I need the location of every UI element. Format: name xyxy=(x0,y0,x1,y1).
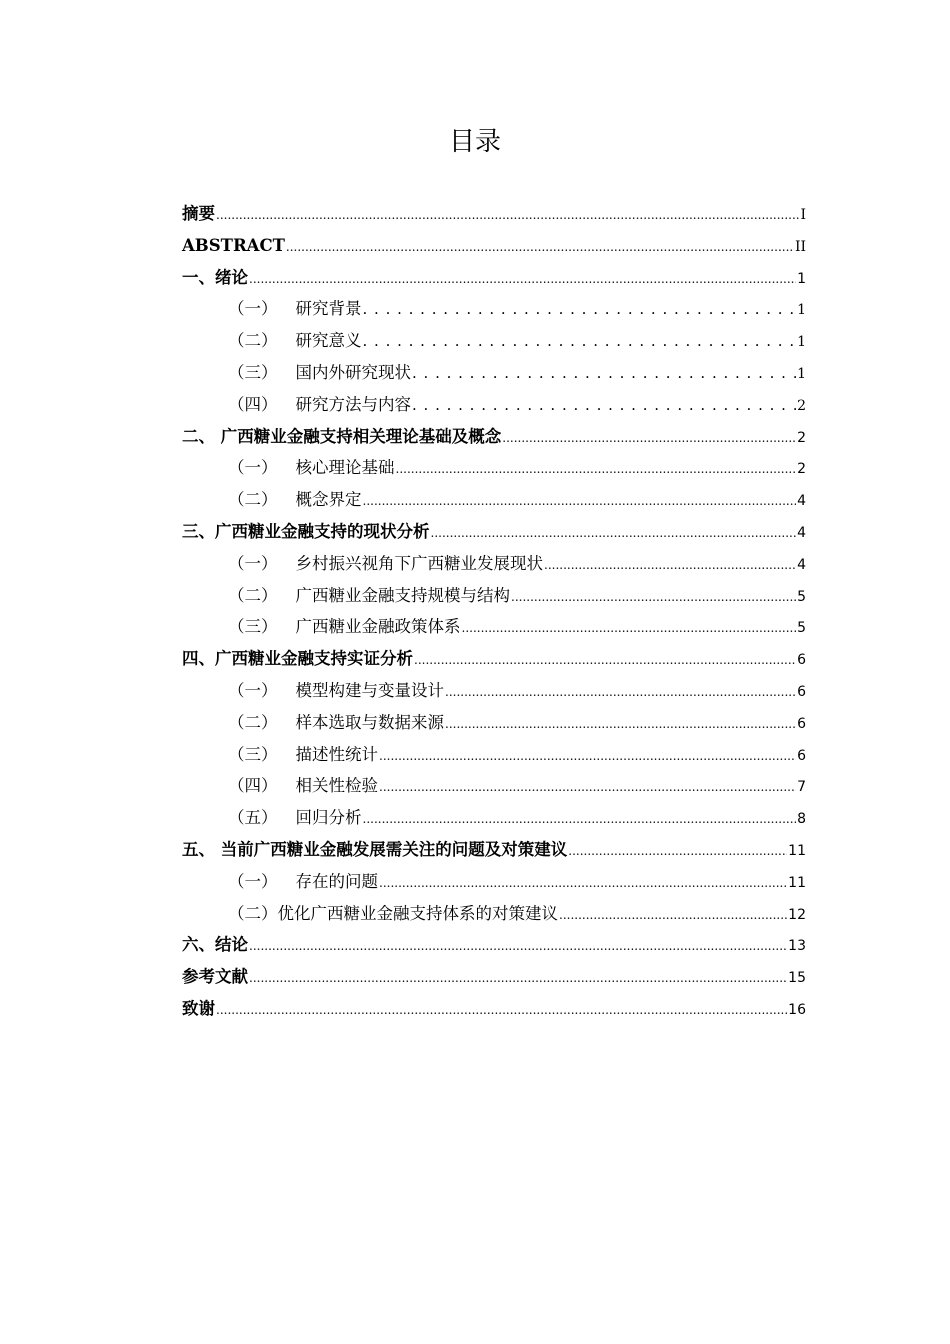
toc-entry-label: 乡村振兴视角下广西糖业发展现状 xyxy=(295,553,543,573)
dot-leader xyxy=(363,802,797,836)
toc-entry-page: 11 xyxy=(788,842,806,859)
toc-entry[interactable] xyxy=(182,421,806,453)
dot-leader xyxy=(249,961,787,995)
toc-entry-number: （一） xyxy=(228,553,278,573)
dot-leader xyxy=(379,770,796,804)
toc-entry-label: 模型构建与变量设计 xyxy=(295,680,444,700)
toc-entry-page: 11 xyxy=(788,874,806,891)
toc-entry-page: 6 xyxy=(797,652,806,669)
dot-leader xyxy=(249,262,796,296)
toc-entry-page: 2 xyxy=(797,397,806,414)
toc-entry-label: 致谢 xyxy=(182,998,215,1018)
toc-entry[interactable] xyxy=(182,484,806,516)
toc-entry-page: 2 xyxy=(797,461,806,478)
toc-entry-label: 五、 当前广西糖业金融发展需关注的问题及对策建议 xyxy=(182,839,568,859)
toc-entry-page: 5 xyxy=(797,588,806,605)
table-of-contents xyxy=(182,198,806,1025)
toc-entry-number: （四） xyxy=(228,394,278,414)
dot-leader xyxy=(412,357,796,390)
toc-entry-page: 1 xyxy=(797,270,806,287)
toc-entry[interactable] xyxy=(182,548,806,580)
toc-entry-number: （三） xyxy=(228,362,278,382)
toc-entry[interactable] xyxy=(182,198,806,230)
toc-entry-page: 6 xyxy=(797,683,806,700)
dot-leader xyxy=(414,643,796,677)
toc-entry[interactable] xyxy=(182,293,806,325)
toc-entry[interactable] xyxy=(182,961,806,993)
toc-entry-number: （二） xyxy=(228,585,278,605)
toc-entry-page: II xyxy=(794,238,806,255)
toc-entry-page: 4 xyxy=(797,493,806,510)
toc-entry-label: 广西糖业金融支持规模与结构 xyxy=(295,585,510,605)
toc-entry[interactable] xyxy=(182,452,806,484)
toc-entry-label: 一、绪论 xyxy=(182,267,248,287)
toc-entry[interactable] xyxy=(182,611,806,643)
dot-leader xyxy=(379,739,796,773)
toc-entry-label: 六、结论 xyxy=(182,935,248,955)
toc-entry-number: （一） xyxy=(228,458,278,478)
toc-entry[interactable] xyxy=(182,993,806,1025)
dot-leader xyxy=(363,325,797,358)
toc-entry[interactable] xyxy=(182,898,806,930)
toc-entry-label: 核心理论基础 xyxy=(295,458,395,478)
toc-entry-page: 16 xyxy=(788,1001,806,1018)
toc-entry-label: 相关性检验 xyxy=(295,776,378,796)
toc-entry[interactable] xyxy=(182,262,806,294)
toc-entry-page: I xyxy=(800,207,806,223)
dot-leader xyxy=(379,866,787,900)
toc-entry-number: （五） xyxy=(228,808,278,828)
dot-leader xyxy=(559,898,787,932)
toc-entry-number: （三） xyxy=(228,617,278,637)
toc-entry[interactable] xyxy=(182,325,806,357)
dot-leader xyxy=(511,580,796,614)
toc-entry-number: （一） xyxy=(228,680,278,700)
toc-entry[interactable] xyxy=(182,643,806,675)
toc-entry-page: 12 xyxy=(788,906,806,923)
toc-entry-page: 6 xyxy=(797,747,806,764)
toc-entry[interactable] xyxy=(182,707,806,739)
toc-entry-label: 摘要 xyxy=(182,204,215,223)
toc-entry[interactable] xyxy=(182,834,806,866)
toc-entry[interactable] xyxy=(182,357,806,389)
toc-entry-label: 描述性统计 xyxy=(295,744,378,764)
toc-entry-page: 1 xyxy=(797,302,806,319)
toc-entry[interactable] xyxy=(182,866,806,898)
toc-entry-label: 回归分析 xyxy=(295,808,362,828)
dot-leader xyxy=(286,230,794,264)
toc-entry-label: 三、广西糖业金融支持的现状分析 xyxy=(182,521,430,541)
toc-entry-page: 6 xyxy=(797,715,806,732)
toc-entry-label: 研究意义 xyxy=(295,331,362,351)
toc-entry-label: 二、 广西糖业金融支持相关理论基础及概念 xyxy=(182,426,502,446)
dot-leader xyxy=(502,421,796,455)
toc-entry-page: 4 xyxy=(797,524,806,541)
toc-entry[interactable] xyxy=(182,580,806,612)
toc-entry-page: 13 xyxy=(788,938,806,955)
dot-leader xyxy=(216,993,787,1027)
toc-entry-label: 四、广西糖业金融支持实证分析 xyxy=(182,649,413,669)
toc-entry-label: 概念界定 xyxy=(295,490,362,510)
dot-leader xyxy=(462,611,797,645)
toc-entry-number: （二） xyxy=(228,490,278,510)
toc-entry-label: 研究方法与内容 xyxy=(295,394,411,414)
dot-leader xyxy=(363,293,797,326)
page-title: 目录 xyxy=(448,127,501,157)
dot-leader xyxy=(216,198,799,232)
toc-entry[interactable] xyxy=(182,929,806,961)
dot-leader xyxy=(249,929,787,963)
toc-entry[interactable] xyxy=(182,516,806,548)
toc-entry-page: 8 xyxy=(797,811,806,828)
dot-leader xyxy=(568,834,787,868)
toc-entry[interactable] xyxy=(182,770,806,802)
dot-leader xyxy=(363,484,797,518)
dot-leader xyxy=(445,707,796,741)
toc-entry-number: （二） xyxy=(228,712,278,732)
toc-entry-label: ABSTRACT xyxy=(182,235,285,255)
toc-entry-label: 参考文献 xyxy=(182,967,248,987)
toc-entry[interactable] xyxy=(182,230,806,262)
toc-entry-number: （三） xyxy=(228,744,278,764)
toc-entry[interactable] xyxy=(182,802,806,834)
toc-entry-page: 4 xyxy=(797,556,806,573)
toc-entry-label: 国内外研究现状 xyxy=(295,362,411,382)
toc-entry-number: （一） xyxy=(228,871,278,891)
toc-entry-number: （四） xyxy=(228,776,278,796)
toc-entry-page: 2 xyxy=(797,429,806,446)
toc-entry-page: 1 xyxy=(797,365,806,382)
toc-entry-page: 5 xyxy=(797,620,806,637)
dot-leader xyxy=(445,675,796,709)
toc-entry[interactable] xyxy=(182,675,806,707)
toc-entry-label: 研究背景 xyxy=(295,299,362,319)
toc-entry-label: （二）优化广西糖业金融支持体系的对策建议 xyxy=(228,903,558,923)
toc-entry-page: 1 xyxy=(797,334,806,351)
toc-entry[interactable] xyxy=(182,389,806,421)
toc-entry-page: 7 xyxy=(797,779,806,796)
dot-leader xyxy=(396,452,797,486)
toc-entry-label: 广西糖业金融政策体系 xyxy=(295,617,461,637)
toc-entry-number: （二） xyxy=(228,331,278,351)
toc-entry[interactable] xyxy=(182,739,806,771)
dot-leader xyxy=(431,516,797,550)
dot-leader xyxy=(544,548,796,582)
toc-entry-page: 15 xyxy=(788,970,806,987)
toc-entry-number: （一） xyxy=(228,299,278,319)
dot-leader xyxy=(412,389,796,422)
toc-entry-label: 样本选取与数据来源 xyxy=(295,712,444,732)
toc-entry-label: 存在的问题 xyxy=(295,871,378,891)
